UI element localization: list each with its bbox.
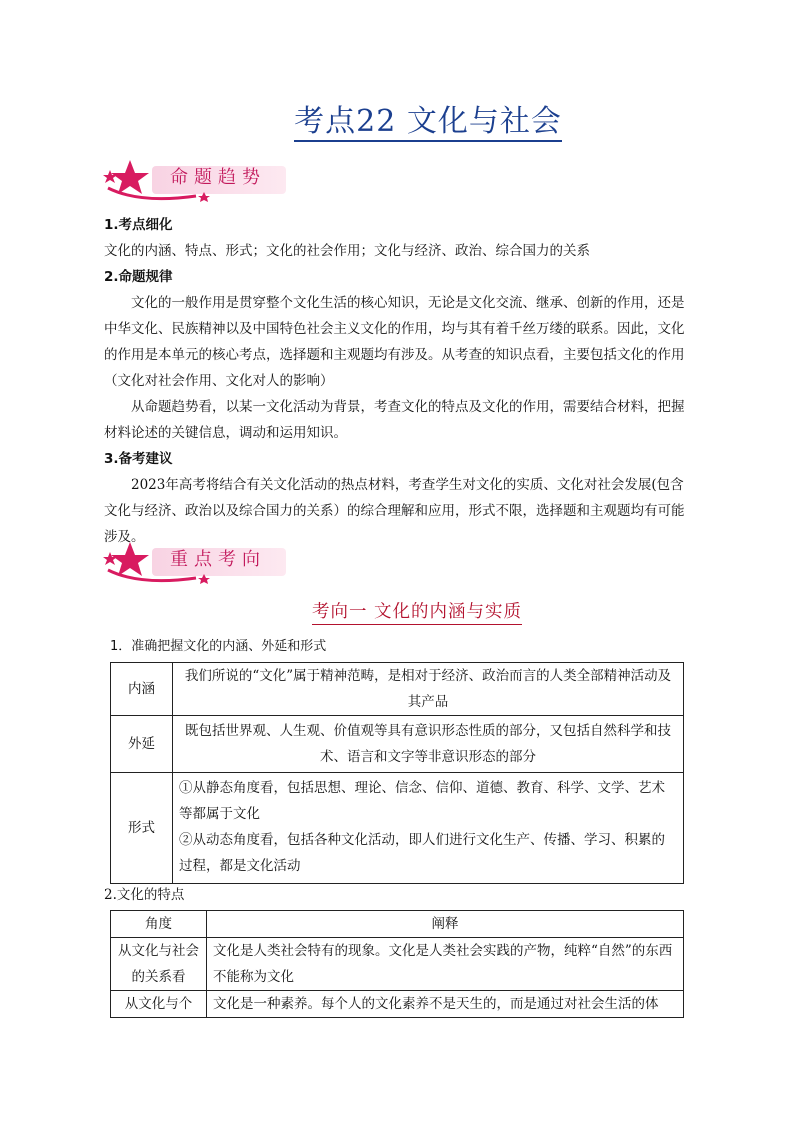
table-key: 从文化与个 bbox=[111, 991, 207, 1018]
section-trend bbox=[104, 212, 694, 550]
banner-trend-label: 命题趋势 bbox=[170, 167, 266, 188]
table-row bbox=[111, 663, 684, 716]
banner-focus bbox=[100, 540, 290, 586]
paragraph-rule: 文化的一般作用是贯穿整个文化生活的核心知识，无论是文化交流、继承、创新的作用，还是中华文化、民族精神以及中国特色社会主义文化的作用，均与其有着千丝万缕的联系。因此，文化的作用是本单元的核心考点，选择题和主观题均有涉及。从考查的知识点看，主要包括文化的作用（文化对社会作用、文化对人的影响） bbox=[104, 295, 685, 389]
table-key: 内涵 bbox=[111, 663, 173, 716]
table-culture-scope bbox=[110, 662, 684, 884]
subtitle-text: 考向一 文化的内涵与实质 bbox=[312, 602, 522, 625]
table-header-row bbox=[111, 911, 684, 938]
banner-focus-label: 重点考向 bbox=[170, 549, 266, 570]
heading-rule: 2.命题规律 bbox=[104, 269, 173, 285]
table2-heading: 2.文化的特点 bbox=[104, 887, 185, 903]
banner-trend bbox=[100, 158, 290, 204]
table-value: 我们所说的“文化”属于精神范畴，是相对于经济、政治而言的人类全部精神活动及其产品 bbox=[173, 663, 684, 716]
table-culture-features bbox=[110, 910, 684, 1018]
table-value: 既包括世界观、人生观、价值观等具有意识形态性质的部分，又包括自然科学和技术、语言和文字等非意识形态的部分 bbox=[173, 716, 684, 773]
paragraph-detail: 文化的内涵、特点、形式；文化的社会作用；文化与经济、政治、综合国力的关系 bbox=[104, 243, 590, 259]
table-row bbox=[111, 991, 684, 1018]
table-header-key: 角度 bbox=[111, 911, 207, 938]
table-key: 从文化与社会的关系看 bbox=[111, 938, 207, 991]
table-row bbox=[111, 938, 684, 991]
table-key: 外延 bbox=[111, 716, 173, 773]
table1-heading: 1．准确把握文化的内涵、外延和形式 bbox=[110, 639, 327, 654]
table-value: 文化是一种素养。每个人的文化素养不是天生的，而是通过对社会生活的体 bbox=[207, 991, 684, 1018]
table-key: 形式 bbox=[111, 773, 173, 884]
heading-advice: 3.备考建议 bbox=[104, 451, 173, 467]
table-row bbox=[111, 716, 684, 773]
table-header-value: 阐释 bbox=[207, 911, 684, 938]
table-value: 文化是人类社会特有的现象。文化是人类社会实践的产物，纯粹“自然”的东西不能称为文化 bbox=[207, 938, 684, 991]
form-dynamic: ②从动态角度看，包括各种文化活动，即人们进行文化生产、传播、学习、积累的过程，都是文化活动 bbox=[179, 832, 665, 874]
page-title bbox=[0, 96, 794, 140]
table-row bbox=[111, 773, 684, 884]
subtitle bbox=[0, 598, 794, 623]
heading-detail: 1.考点细化 bbox=[104, 217, 173, 233]
form-static: ①从静态角度看，包括思想、理论、信念、信仰、道德、教育、科学、文学、艺术等都属于文化 bbox=[179, 780, 665, 822]
paragraph-trend: 从命题趋势看，以某一文化活动为背景，考查文化的特点及文化的作用，需要结合材料，把握材料论述的关键信息，调动和运用知识。 bbox=[104, 399, 685, 441]
paragraph-advice: 2023年高考将结合有关文化活动的热点材料，考查学生对文化的实质、文化对社会发展(包含文化与经济、政治以及综合国力的关系）的综合理解和应用，形式不限，选择题和主观题均有可能涉及。 bbox=[104, 477, 685, 545]
table-value bbox=[173, 773, 684, 884]
page-title-text: 考点22 文化与社会 bbox=[294, 104, 562, 142]
